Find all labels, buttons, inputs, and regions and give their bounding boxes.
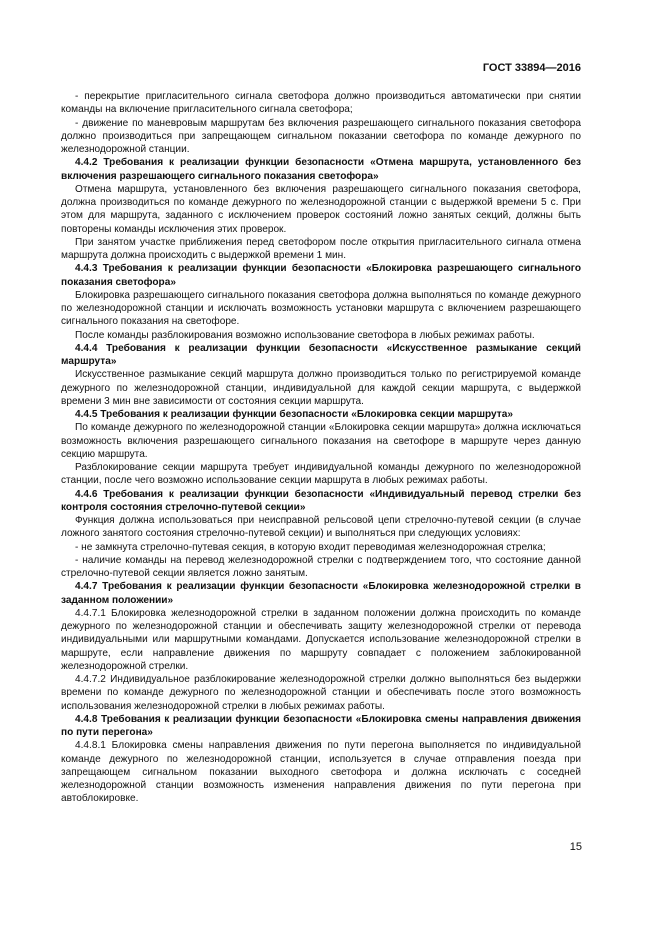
paragraph: Блокировка разрешающего сигнального показания светофора должна выполняться по команде дежурного по железнодорожной станции и исключать возможность установки маршрута с включением разрешающего сигнального показания на светофоре. xyxy=(61,289,581,328)
document-body xyxy=(61,90,581,806)
page-number: 15 xyxy=(569,841,582,853)
paragraph: Функция должна использоваться при неисправной рельсовой цепи стрелочно-путевой секции (в случае ложного занятого состояния стрелочно-путевой секции) и выполняться при следующих условиях: xyxy=(61,515,581,540)
section-heading: 4.4.4 Требования к реализации функции безопасности «Искусственное размыкание секций маршрута» xyxy=(61,342,581,367)
section-heading: 4.4.3 Требования к реализации функции безопасности «Блокировка разрешающего сигнального показания светофора» xyxy=(61,263,581,288)
section-heading: 4.4.6 Требования к реализации функции безопасности «Индивидуальный перевод стрелки без контроля состояния стрелочно-путевой секции» xyxy=(61,488,581,513)
section-heading: 4.4.2 Требования к реализации функции безопасности «Отмена маршрута, установленного без включения разрешающего сигнального показания светофора» xyxy=(61,157,581,182)
paragraph: 4.4.7.2 Индивидуальное разблокирование железнодорожной стрелки должно выполняться без выдержки времени по команде дежурного по железнодорожной станции и обеспечивать после этого возможность использования железнодорожной стрелки в любых режимах работы. xyxy=(61,674,581,712)
paragraph: По команде дежурного по железнодорожной станции «Блокировка секции маршрута» должна исключаться возможность включения разрешающего сигнального показания на светофоре в маршруте через данную секцию маршрута. xyxy=(61,422,581,460)
paragraph: При занятом участке приближения перед светофором после открытия пригласительного сигнала отмена маршрута должна происходить с выдержкой времени 1 мин. xyxy=(61,236,581,261)
paragraph: 4.4.8.1 Блокировка смены направления движения по пути перегона выполняется по индивидуальной команде дежурного по железнодорожной станции, используется в случае отправления поезда при запрещающем сигнальном показании выходного светофора и должна исключать с соседней железнодорожной станции возможность изменения направления движения по пути перегона при автоблокировке. xyxy=(61,740,581,805)
paragraph: Разблокирование секции маршрута требует индивидуальной команды дежурного по железнодорожной станции, после чего возможно использование секции маршрута в любых режимах работы. xyxy=(61,462,581,487)
section-heading: 4.4.7 Требования к реализации функции безопасности «Блокировка железнодорожной стрелки в заданном положении» xyxy=(61,581,581,606)
section-heading: 4.4.5 Требования к реализации функции безопасности «Блокировка секции маршрута» xyxy=(75,409,513,420)
paragraph: - не замкнута стрелочно-путевая секция, в которую входит переводимая железнодорожная стрелка; xyxy=(75,541,546,553)
paragraph: - перекрытие пригласительного сигнала светофора должно производиться автоматически при снятии команды на включение пригласительного сигнала светофора; xyxy=(61,91,581,116)
paragraph: Искусственное размыкание секций маршрута должно производиться только по регистрируемой команде дежурного по железнодорожной станции, индивидуальной для каждой секции маршрута, с выдержкой времени 3 мин вне зависимости от состояния секции маршрута. xyxy=(61,369,581,407)
paragraph: - движение по маневровым маршрутам без включения разрешающего сигнального показания светофора должно производиться при запрещающем сигнальном показании светофора по команде дежурного по железнодорожной станции. xyxy=(61,117,581,155)
paragraph: После команды разблокирования возможно использование светофора в любых режимах работы. xyxy=(75,329,535,341)
paragraph: - наличие команды на перевод железнодорожной стрелки с подтверждением того, что состояние данной стрелочно-путевой секции является ложно занятым. xyxy=(61,554,581,579)
section-heading: 4.4.8 Требования к реализации функции безопасности «Блокировка смены направления движения по пути перегона» xyxy=(61,713,581,738)
paragraph: Отмена маршрута, установленного без включения разрешающего сигнального показания светофора, должна производиться по команде дежурного по железнодорожной станции с выдержкой времени 5 с. При этом для маршрута, заданного с исключением проверок состояний ложно занятых секций, должны быть повторены команды исключения этих проверок. xyxy=(61,183,581,235)
document-header: ГОСТ 33894—2016 xyxy=(482,62,581,74)
paragraph: 4.4.7.1 Блокировка железнодорожной стрелки в заданном положении должна происходить по команде дежурного по железнодорожной станции и обеспечивать защиту железнодорожной стрелки от перевода индивидуальными или маршрутными командами. Допускается использование железнодорожной стрелки в маршруте, если направление движения по маршруту совпадает с положением заблокированной железнодорожной стрелки. xyxy=(61,607,581,672)
